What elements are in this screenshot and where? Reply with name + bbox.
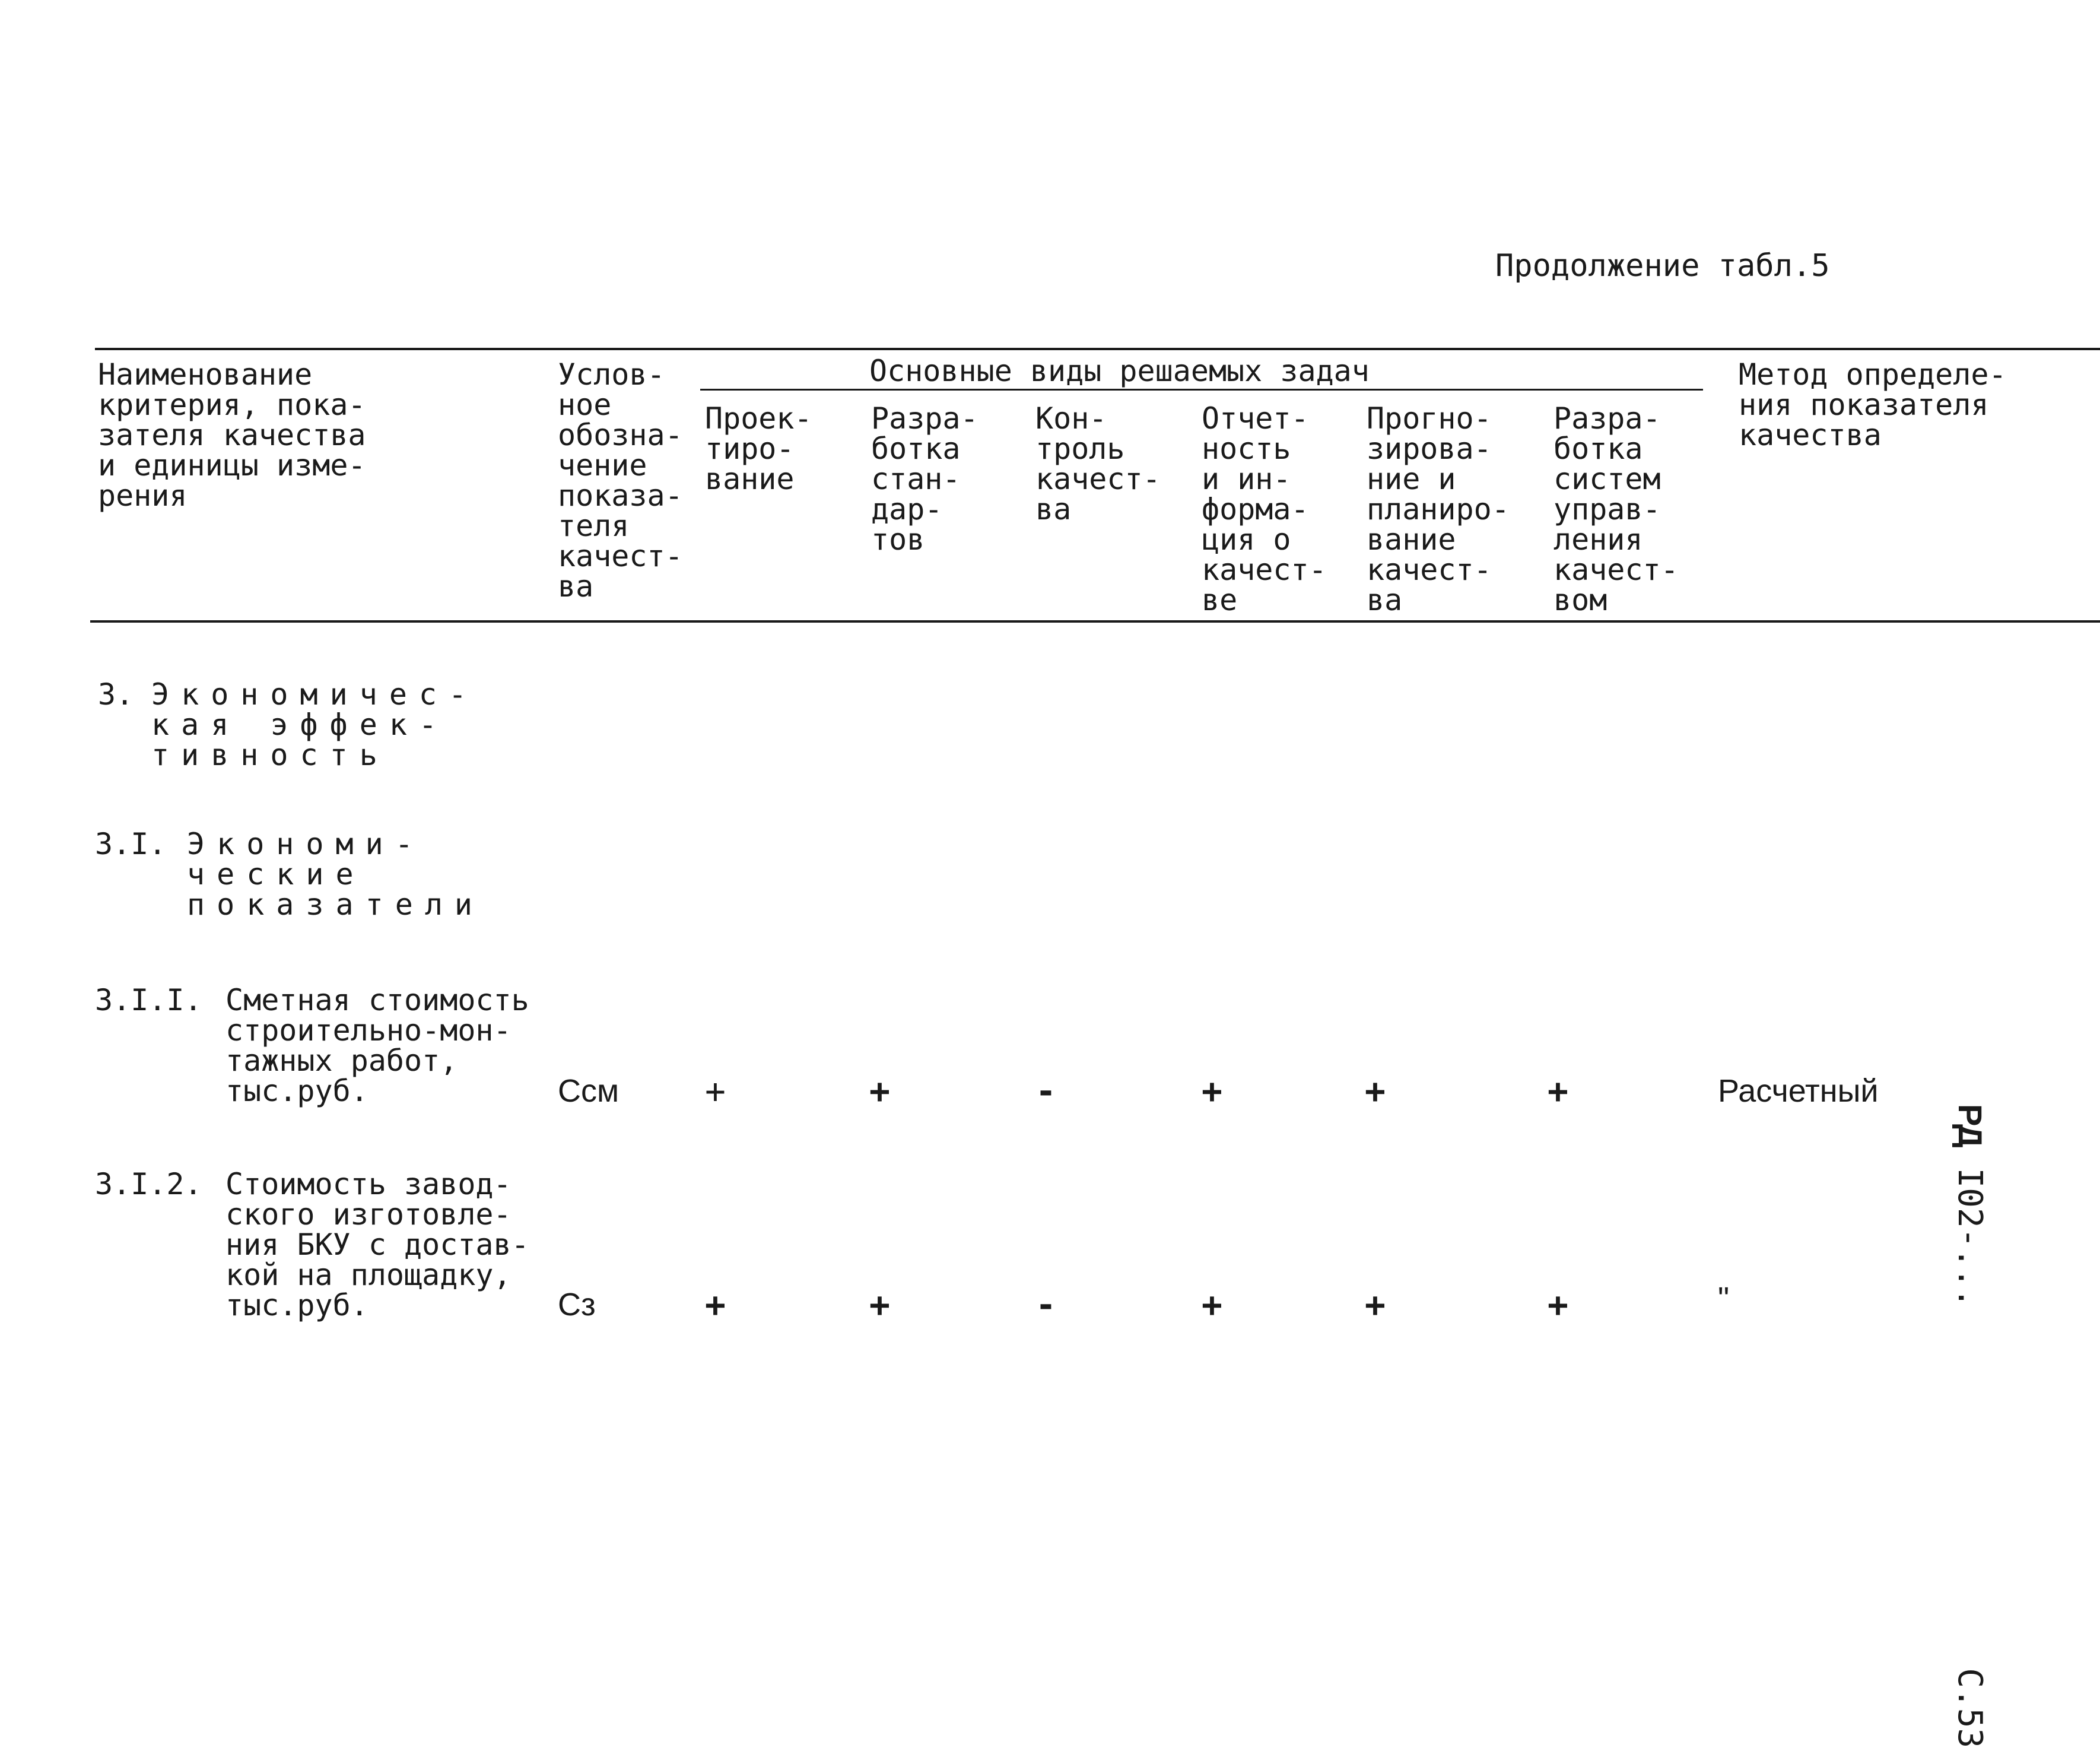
mark-forecasting: +: [1365, 1071, 1386, 1111]
document-number: I02-...: [1950, 1168, 1989, 1308]
table-continuation-caption: Продолжение табл.5: [1495, 248, 1830, 284]
section-number: 3.: [98, 677, 134, 712]
section-number: 3.I.: [95, 827, 167, 861]
header-task-design: Проек- тиро- вание: [705, 401, 812, 496]
header-task-management-systems: Разра- ботка систем управ- ления качест- вом: [1553, 401, 1679, 617]
mark-reporting: +: [1202, 1071, 1222, 1111]
header-tasks-group: Основные виды решаемых задач: [869, 354, 1370, 388]
mark-forecasting: +: [1365, 1284, 1386, 1325]
header-name-column: Наименование критерия, пока- зателя качества и единицы изме- рения: [98, 357, 366, 513]
mark-quality-control: -: [1035, 1071, 1056, 1111]
section-title: Экономичес- кая эффек- тивность: [151, 677, 479, 772]
header-task-reporting: Отчет- ность и ин- форма- ция о качест- ве: [1202, 401, 1327, 617]
tasks-group-rule: [700, 389, 1703, 391]
mark-reporting: +: [1202, 1284, 1222, 1325]
mark-management-systems: +: [1548, 1071, 1568, 1111]
row-number: 3.I.I.: [95, 983, 202, 1017]
mark-standards: +: [869, 1284, 890, 1325]
row-name: Стоимость завод- ского изготовле- ния БКУ с достав- кой на площадку, тыс.руб.: [225, 1167, 529, 1322]
header-task-quality-control: Кон- троль качест- ва: [1035, 401, 1161, 526]
row-method: Расчетный: [1718, 1073, 1879, 1109]
header-method-column: Метод определе- ния показателя качества: [1739, 357, 2007, 452]
table-top-rule: [95, 348, 2100, 350]
section-title: Экономи- ческие показатели: [187, 827, 485, 922]
header-task-forecasting: Прогно- зирова- ние и планиро- вание качест- ва: [1367, 401, 1510, 617]
document-code: РД: [1952, 1104, 1989, 1148]
table-header-bottom-rule: [90, 620, 2100, 623]
row-name: Сметная стоимость строительно-мон- тажных работ, тыс.руб.: [225, 983, 529, 1108]
row-method: ": [1718, 1281, 1730, 1316]
mark-management-systems: +: [1548, 1284, 1568, 1325]
mark-design: +: [705, 1071, 726, 1111]
header-symbol-column: Услов- ное обозна- чение показа- теля качест- ва: [558, 357, 683, 604]
page-number: С.53: [1950, 1668, 1989, 1748]
row-symbol: Ссм: [558, 1073, 619, 1109]
mark-quality-control: -: [1035, 1284, 1056, 1325]
row-symbol: Сз: [558, 1287, 596, 1322]
mark-design: +: [705, 1284, 726, 1325]
mark-standards: +: [869, 1071, 890, 1111]
row-number: 3.I.2.: [95, 1167, 202, 1201]
header-task-standards: Разра- ботка стан- дар- тов: [871, 401, 978, 557]
side-document-label: [1952, 1104, 1988, 1748]
